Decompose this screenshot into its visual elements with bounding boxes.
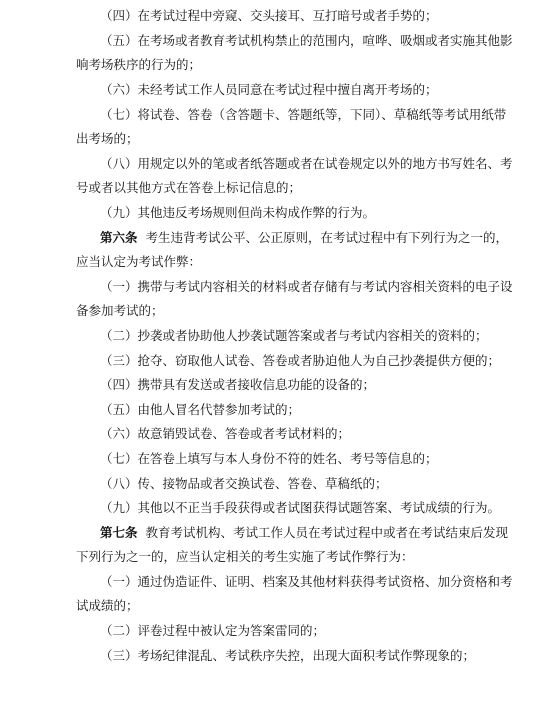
article-6-line-1	[0, 230, 553, 246]
a7-clause-1-line-1: （一）通过伪造证件、证明、档案及其他材料获得考试资格、加分资格和考	[100, 574, 513, 589]
a7-clause-1-line-2: 试成绩的；	[76, 598, 139, 613]
article-6-text: 考生违背考试公平、公正原则，在考试过程中有下列行为之一的，	[145, 230, 509, 245]
clause-7-line-1: （七）将试卷、答卷（含答题卡、答题纸等，下同）、草稿纸等考试用纸带	[100, 107, 507, 122]
article-7-heading: 第七条	[100, 525, 138, 540]
a7-clause-2-line: （二）评卷过程中被认定为答案雷同的；	[100, 623, 326, 638]
a6-clause-3-line: （三）抢夺、窃取他人试卷、答卷或者胁迫他人为自己抄袭提供方便的；	[100, 353, 501, 368]
a6-clause-4-line: （四）携带具有发送或者接收信息功能的设备的；	[100, 377, 376, 392]
a6-clause-9-line: （九）其他以不正当手段获得或者试图获得试题答案、考试成绩的行为。	[100, 500, 501, 515]
clause-8-line-1: （八）用规定以外的笔或者纸答题或者在试卷规定以外的地方书写姓名、考	[100, 156, 513, 171]
a6-clause-5-line: （五）由他人冒名代替参加考试的；	[100, 402, 301, 417]
clause-7-line-2: 出考场的；	[76, 131, 139, 146]
clause-5-line-1: （五）在考场或者教育考试机构禁止的范围内，喧哗、吸烟或者实施其他影	[100, 33, 513, 48]
a6-clause-1-line-2: 备参加考试的；	[76, 303, 164, 318]
a7-clause-3-line: （三）考场纪律混乱、考试秩序失控，出现大面积考试作弊现象的；	[100, 648, 476, 663]
article-7-text: 教育考试机构、考试工作人员在考试过程中或者在考试结束后发现	[145, 525, 509, 540]
a6-clause-1-line-1: （一）携带与考试内容相关的材料或者存储有与考试内容相关资料的电子设	[100, 279, 513, 294]
clause-9-line: （九）其他违反考场规则但尚未构成作弊的行为。	[100, 205, 376, 220]
a6-clause-6-line: （六）故意销毁试卷、答卷或者考试材料的；	[100, 426, 351, 441]
clause-8-line-2: 号或者以其他方式在答卷上标记信息的；	[76, 180, 302, 195]
a6-clause-7-line: （七）在答卷上填写与本人身份不符的姓名、考号等信息的；	[100, 451, 438, 466]
clause-6-line: （六）未经考试工作人员同意在考试过程中擅自离开考场的；	[100, 82, 438, 97]
a6-clause-2-line: （二）抄袭或者协助他人抄袭试题答案或者与考试内容相关的资料的；	[100, 328, 488, 343]
clause-4-line: （四）在考试过程中旁窥、交头接耳、互打暗号或者手势的；	[100, 8, 438, 23]
article-6-line-2: 应当认定为考试作弊：	[76, 254, 202, 269]
clause-5-line-2: 响考场秩序的行为的；	[76, 57, 202, 72]
article-6-heading: 第六条	[100, 230, 138, 245]
article-7-line-2: 下列行为之一的，应当认定相关的考生实施了考试作弊行为：	[76, 549, 414, 564]
article-7-line-1	[0, 525, 553, 541]
a6-clause-8-line: （八）传、接物品或者交换试卷、答卷、草稿纸的；	[100, 476, 388, 491]
